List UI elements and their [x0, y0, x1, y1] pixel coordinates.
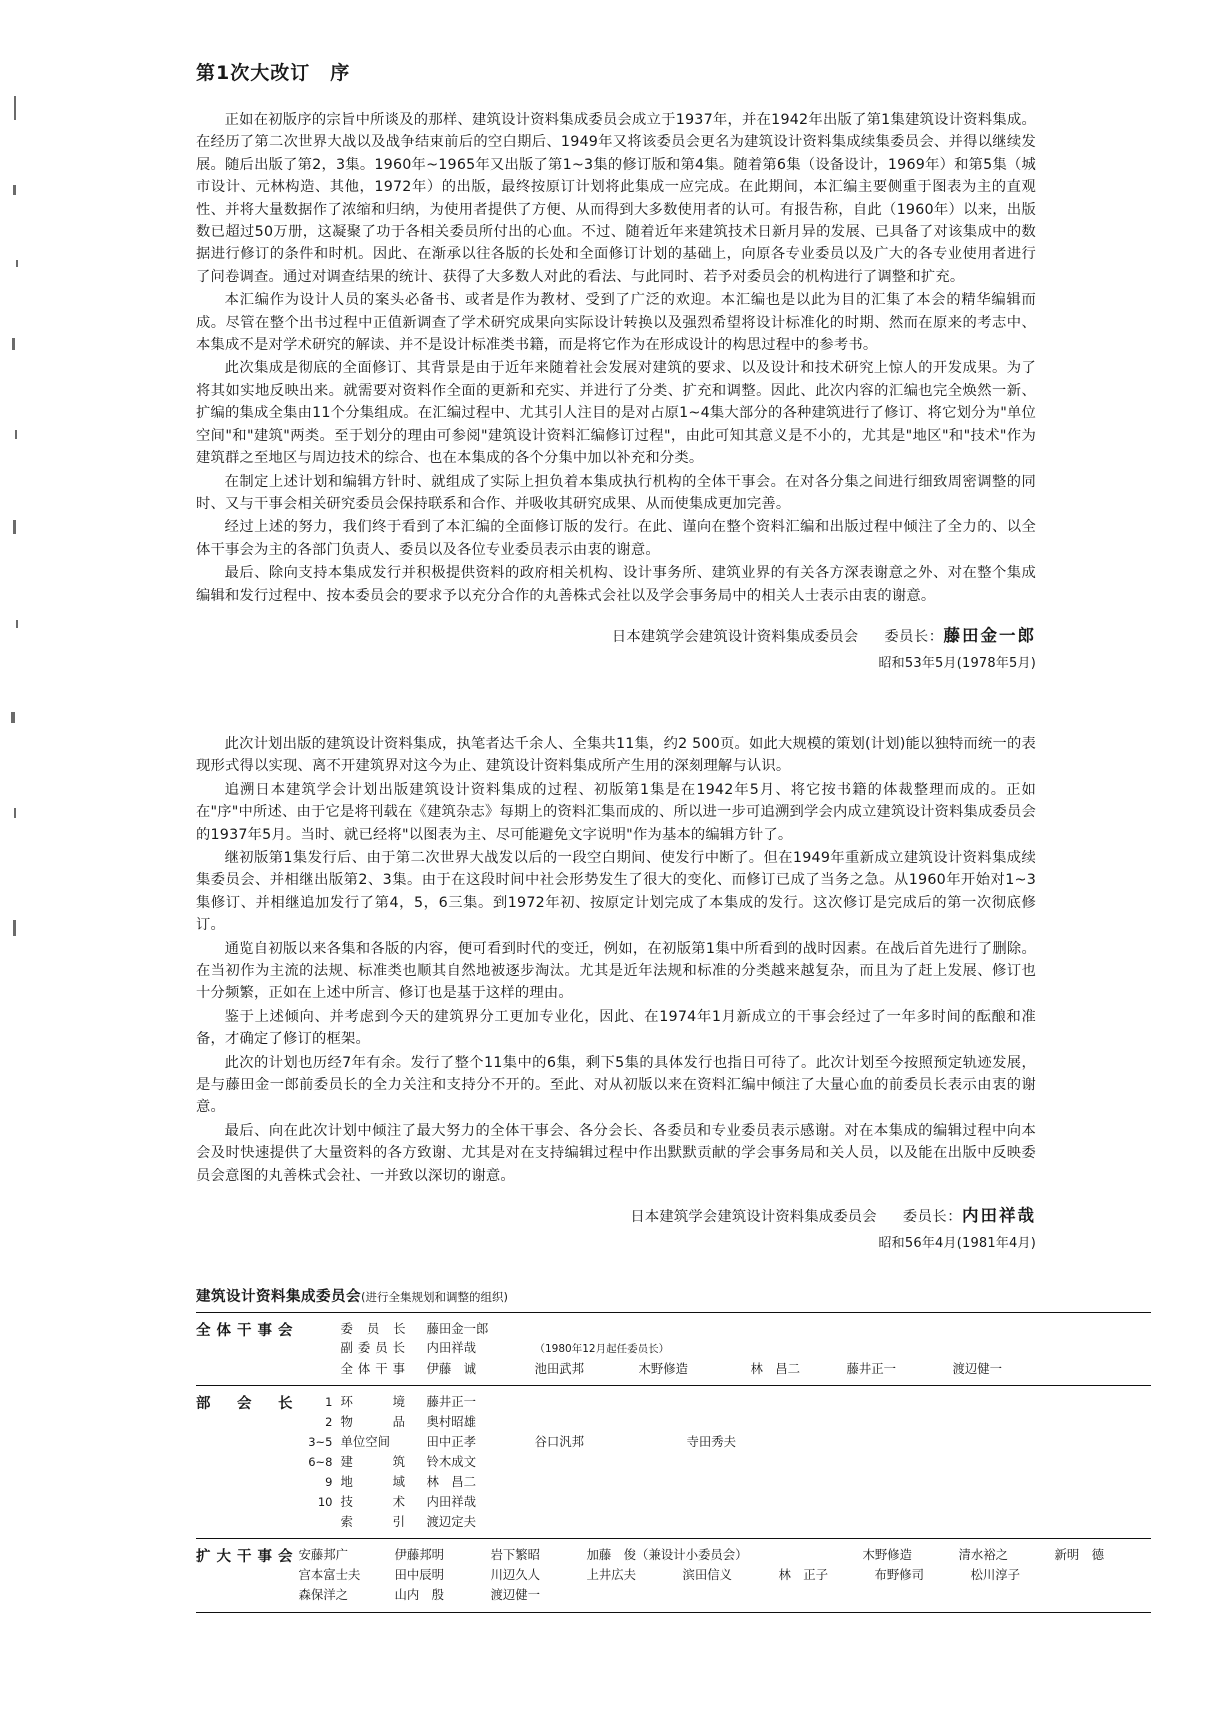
- row-kind: 副委员长: [340, 1340, 411, 1356]
- paragraph: 鉴于上述倾向、并考虑到今天的建筑界分工更加专业化，因此、在1974年1月新成立的干事会经过了一年多时间的酝酿和准备，才确定了修订的框架。: [196, 1008, 1036, 1048]
- row-number: 2: [325, 1415, 333, 1430]
- table-row: [196, 1386, 1151, 1539]
- scan-speckle: [11, 712, 15, 723]
- signature-organization: 日本建筑学会建筑设计资料集成委员会: [611, 628, 859, 645]
- scan-speckle: [14, 808, 16, 818]
- paragraph: 此次计划出版的建筑设计资料集成，执笔者达千余人、全集共11集，约2 500页。如此大规模的策划(计划)能以独特而统一的表现形式得以实现、离不开建筑界对这今为止、建筑设计资料集成所产生用的深刻理解与认识。: [196, 735, 1037, 775]
- member-name: 森保洋之: [298, 1587, 349, 1603]
- member-name: 川辺久人: [490, 1567, 541, 1583]
- scan-speckle: [12, 338, 15, 350]
- signature-date: 昭和56年4月(1981年4月): [878, 1236, 1036, 1252]
- member-name: 新明 德: [1054, 1547, 1105, 1563]
- row-kind: 单位空间: [340, 1434, 391, 1450]
- member-name: 渡辺健一: [490, 1587, 541, 1603]
- member-name: 内田祥哉: [426, 1494, 477, 1510]
- list-item: [299, 1492, 1151, 1512]
- paragraph: 最后、向在此次计划中倾注了最大努力的全体干事会、各分会长、各委员和专业委员表示感谢。对在本集成的编辑过程中向本会及时快速提供了大量资料的各方致谢、尤其是对在支持编辑过程中作出默默贡献的学会事务局和关人员，以及能在出版中反映委员会意图的丸善株式会社、一并致以深切的谢意。: [196, 1122, 1036, 1184]
- list-item: [299, 1472, 1151, 1492]
- member-name: 宫本富士夫: [298, 1567, 361, 1583]
- scan-speckle: [14, 96, 16, 120]
- member-name: 谷口汎邦: [534, 1434, 585, 1450]
- scan-speckle: [16, 620, 18, 628]
- member-note: （1980年12月起任委员长）: [534, 1343, 670, 1356]
- group-label: 全体干事会: [196, 1323, 299, 1340]
- scan-speckle: [13, 520, 16, 534]
- list-item: [299, 1359, 1151, 1378]
- signature-organization: 日本建筑学会建筑设计资料集成委员会: [630, 1209, 877, 1226]
- member-name: 池田武邦: [534, 1361, 585, 1377]
- list-item: [299, 1319, 1151, 1338]
- member-name: 奥村昭雄: [426, 1414, 477, 1430]
- signature-block: [196, 1205, 1036, 1251]
- page-content: [196, 58, 1105, 1613]
- member-name: 田中辰明: [394, 1567, 445, 1583]
- member-name: 林 正子: [778, 1567, 829, 1583]
- signature-role: 委员长：: [902, 1209, 962, 1226]
- paragraph: 追溯日本建筑学会计划出版建筑设计资料集成的过程、初版第1集是在1942年5月、将它按书籍的体裁整理而成的。正如在"序"中所述、由于它是将刊载在《建筑杂志》每期上的资料汇集而成的、所以进一步可追溯到学会内成立建筑设计资料集成委员会的1937年5月。当时、就已经将"以图表为主、尽可能避免文字说明"作为基本的编辑方针了。: [196, 781, 1036, 843]
- member-name: 藤田金一郎: [426, 1321, 489, 1337]
- group-rows: [299, 1539, 1151, 1613]
- scan-speckle: [15, 430, 17, 439]
- member-name: 滨田信义: [682, 1567, 733, 1583]
- list-item: [299, 1585, 1151, 1605]
- list-item: [299, 1452, 1151, 1472]
- row-kind: 环 境: [340, 1394, 411, 1410]
- paragraph: 最后、除向支持本集成发行并积极提供资料的政府相关机构、设计事务所、建筑业界的有关各方深表谢意之外、对在整个集成编辑和发行过程中、按本委员会的要求予以充分合作的丸善株式会社以及学会事务局中的相关人士表示由衷的谢意。: [196, 565, 1036, 604]
- paragraph: 继初版第1集发行后、由于第二次世界大战发以后的一段空白期间、使发行中断了。但在1949年重新成立建筑设计资料集成续集委员会、并相继出版第2、3集。由于在这段时间中社会形势发生了很大的变化、而修订已成了当务之急。从1960年开始对1~3集修订、并相继追加发行了第4，5，6三集。到1972年初、按原定计划完成了本集成的发行。这次修订是完成后的第一次彻底修订。: [196, 849, 1036, 934]
- paragraph: 在制定上述计划和编辑方针时、就组成了实际上担负着本集成执行机构的全体干事会。在对各分集之间进行细致周密调整的同时、又与干事会相关研究委员会保持联系和合作、并吸收其研究成果、从而使集成更加完善。: [196, 473, 1036, 512]
- member-name: 内田祥哉: [426, 1340, 477, 1356]
- signature-name: 藤田金一郎: [943, 625, 1036, 645]
- page-title: 第1次大改订 序: [196, 62, 351, 84]
- section-gap: [196, 671, 1036, 733]
- table-row: [196, 1539, 1151, 1613]
- signature-name: 内田祥哉: [962, 1206, 1036, 1226]
- list-item: [299, 1565, 1151, 1585]
- list-item: [299, 1392, 1151, 1412]
- list-item: [299, 1545, 1151, 1565]
- committee-table-section: [196, 1285, 1105, 1613]
- member-name: 渡辺定夫: [426, 1514, 477, 1530]
- member-name: 加藤 俊（兼设计小委员会）: [586, 1547, 748, 1563]
- member-name: 岩下繁昭: [490, 1547, 541, 1563]
- row-number: 1: [325, 1395, 333, 1410]
- row-kind: 建 筑: [340, 1454, 411, 1470]
- preface-two: [196, 733, 1036, 1251]
- signature-block: [196, 625, 1036, 671]
- member-name: 木野修造: [638, 1361, 689, 1377]
- member-name: 林 昌二: [426, 1474, 477, 1490]
- member-name: 木野修造: [862, 1547, 913, 1563]
- preface-one: [196, 109, 1036, 671]
- table-row: [196, 1313, 1151, 1386]
- row-kind: 索 引: [340, 1514, 411, 1530]
- scan-speckle: [16, 260, 18, 267]
- table-caption: [196, 1285, 1036, 1306]
- signature-date: 昭和53年5月(1978年5月): [878, 655, 1036, 671]
- row-kind: 地 域: [340, 1474, 411, 1490]
- member-name: 渡辺健一: [952, 1361, 1003, 1377]
- member-name: 松川淳子: [970, 1567, 1021, 1583]
- row-number: 3~5: [308, 1435, 333, 1450]
- row-number: 9: [325, 1475, 333, 1490]
- row-number: 10: [317, 1495, 333, 1510]
- member-name: 林 昌二: [750, 1361, 801, 1377]
- table-caption-sub: (进行全集规划和调整的组织): [361, 1290, 508, 1305]
- list-item: [299, 1432, 1151, 1452]
- row-number: 6~8: [308, 1455, 333, 1470]
- group-label: 部 会 长: [196, 1396, 299, 1413]
- member-name: 安藤邦广: [298, 1547, 349, 1563]
- member-name: 伊藤 诚: [426, 1361, 477, 1377]
- paragraph: 此次集成是彻底的全面修订、其背景是由于近年来随着社会发展对建筑的要求、以及设计和技术研究上惊人的开发成果。为了将其如实地反映出来。就需要对资料作全面的更新和充实、并进行了分类、扩充和调整。因此、此次内容的汇编也完全焕然一新、扩编的集成全集由11个分集组成。在汇编过程中、尤其引人注目的是对占原1~4集大部分的各种建筑进行了修订、将它划分为"单位空间"和"建筑"两类。至于划分的理由可参阅"建筑设计资料汇编修订过程"，由此可知其意义是不小的，尤其是"地区"和"技术"作为建筑群之至地区与周边技术的综合、也在本集成的各个分集中加以补充和分类。: [196, 360, 1036, 467]
- paragraph: 正如在初版序的宗旨中所谈及的那样、建筑设计资料集成委员会成立于1937年，并在1942年出版了第1集建筑设计资料集成。在经历了第二次世界大战以及战争结束前后的空白期后、1949年又将该委员会更名为建筑设计资料集成续集委员会、并得以继续发展。随后出版了第2，3集。1960年~1965年又出版了第1~3集的修订版和第4集。随着第6集（设备设计，1969年）和第5集（城市设计、元林构造、其他，1972年）的出版，最终按原订计划将此集成一应完成。在此期间，本汇编主要侧重于图表为主的直观性、并将大量数据作了浓缩和归纳，为使用者提供了方便、从而得到大多数使用者的认可。有报告称，自此（1960年）以来，出版数已超过50万册，这凝聚了功于各相关委员所付出的心血。不过、随着近年来建筑技术日新月异的发展、已具备了对该集成中的数据进行修订的条件和时机。因此、在渐承以往各版的长处和全面修订计划的基础上，向原各专业委员以及广大的各专业使用者进行了问卷调查。通过对调查结果的统计、获得了大多数人对此的看法、与此同时、若予对委员会的机构进行了调整和扩充。: [196, 112, 1036, 285]
- member-name: 布野修司: [874, 1567, 925, 1583]
- group-label: 扩大干事会: [196, 1549, 299, 1566]
- member-name: 寺田秀夫: [686, 1434, 737, 1450]
- paragraph: 本汇编作为设计人员的案头必备书、或者是作为教材、受到了广泛的欢迎。本汇编也是以此为目的汇集了本会的精华编辑而成。尽管在整个出书过程中正值新调查了学术研究成果向实际设计转换以及强烈希望将设计标准化的时期、然而在原来的考志中、本集成不是对学术研究的解读、并不是设计标准类书籍，而是将它作为在形成设计的构思过程中的参考书。: [196, 292, 1036, 354]
- row-kind: 全体干事: [340, 1361, 411, 1377]
- member-name: 伊藤邦明: [394, 1547, 445, 1563]
- paragraph: 通览自初版以来各集和各版的内容，便可看到时代的变迁，例如，在初版第1集中所看到的战时因素。在战后首先进行了删除。在当初作为主流的法规、标准类也顺其自然地被逐步淘汰。尤其是近年法规和标准的分类越来越复杂，而且为了赶上发展、修订也十分频繁，正如在上述中所言、修订也是基于这样的理由。: [196, 940, 1036, 1002]
- row-kind: 技 术: [340, 1494, 411, 1510]
- scan-speckle: [13, 185, 16, 195]
- member-name: 山内 殷: [394, 1587, 445, 1603]
- group-rows: [299, 1313, 1151, 1386]
- list-item: [299, 1412, 1151, 1432]
- list-item: [299, 1512, 1151, 1531]
- scan-speckle: [13, 920, 16, 936]
- member-name: 上井広夫: [586, 1567, 637, 1583]
- group-rows: [299, 1386, 1151, 1539]
- member-name: 藤井正一: [846, 1361, 897, 1377]
- member-name: 铃木成文: [426, 1454, 477, 1470]
- list-item: [299, 1338, 1151, 1359]
- paragraph: 此次的计划也历经7年有余。发行了整个11集中的6集，剩下5集的具体发行也指日可待了。此次计划至今按照预定轨迹发展，是与藤田金一郎前委员长的全力关注和支持分不开的。至此、对从初版以来在资料汇编中倾注了大量心血的前委员长表示由衷的谢意。: [196, 1054, 1036, 1116]
- table-caption-main: 建筑设计资料集成委员会: [196, 1289, 361, 1306]
- committee-table: [196, 1312, 1151, 1613]
- member-name: 藤井正一: [426, 1394, 477, 1410]
- signature-role: 委员长：: [884, 628, 944, 645]
- member-name: 田中正孝: [426, 1434, 477, 1450]
- row-kind: 物 品: [340, 1414, 411, 1430]
- paragraph: 经过上述的努力，我们终于看到了本汇编的全面修订版的发行。在此、谨向在整个资料汇编和出版过程中倾注了全力的、以全体干事会为主的各部门负责人、委员以及各位专业委员表示由衷的谢意。: [196, 519, 1036, 558]
- member-name: 清水裕之: [958, 1547, 1009, 1563]
- row-kind: 委 员 长: [340, 1321, 411, 1337]
